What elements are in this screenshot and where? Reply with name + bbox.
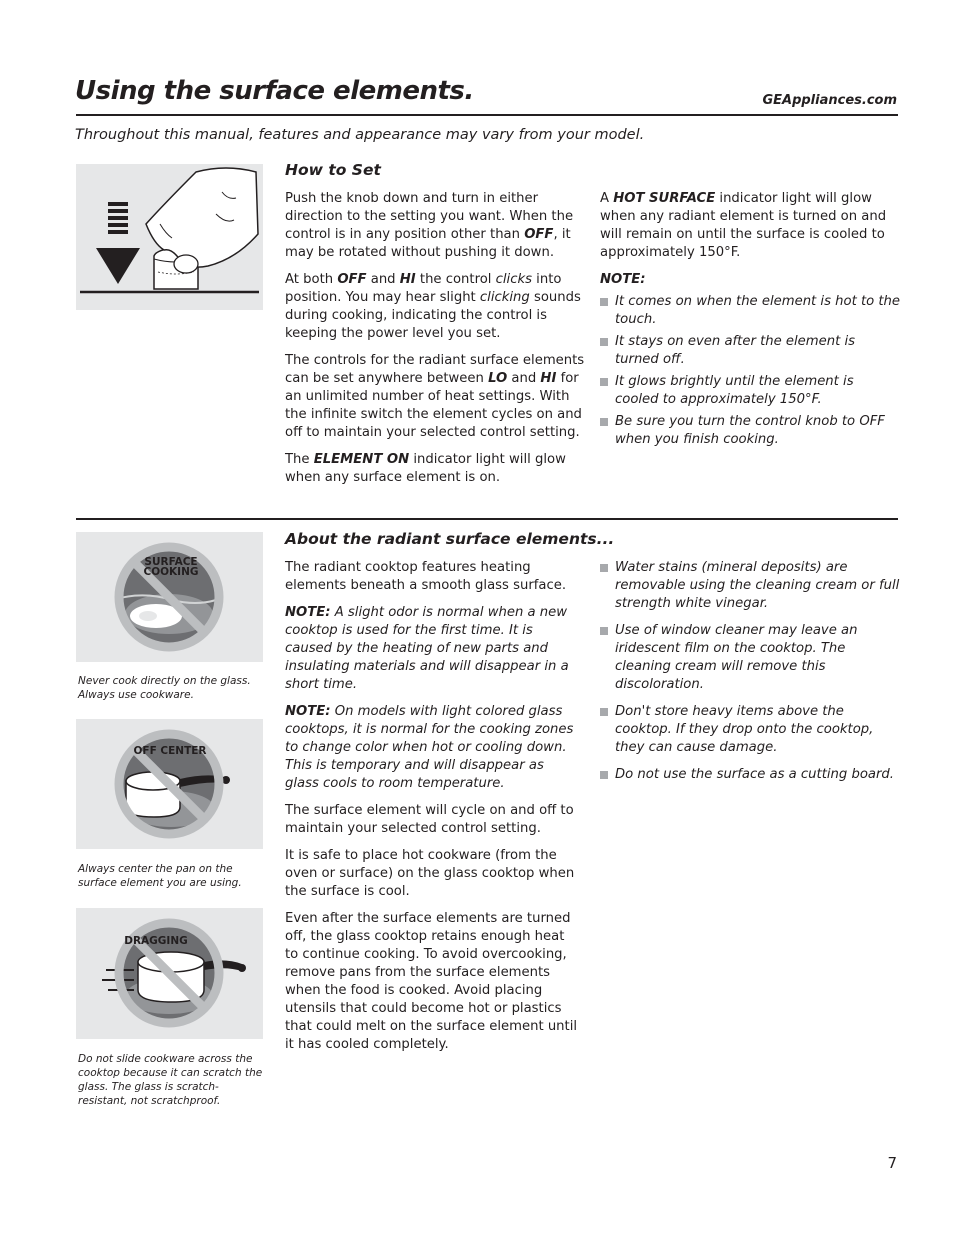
header-divider — [76, 114, 898, 116]
section-divider — [76, 518, 898, 520]
radiant-note-color: NOTE: On models with light colored glass cooktops, it is normal for the cooking zones to change color when hot or cooling down. This is temporary and will disappear as glass cools to room temperature. — [285, 704, 574, 791]
off-center-label: OFF CENTER — [133, 745, 207, 757]
list-item: It stays on even after the element is turned off. — [600, 333, 900, 369]
dragging-caption: Do not slide cookware across the cooktop because it can scratch the glass. The glass is scratch-resistant, not scratchproof. — [78, 1053, 263, 1107]
bullet-square-icon — [600, 771, 608, 779]
surface-label-line-2: COOKING — [143, 566, 199, 578]
hot-surface-paragraph: A HOT SURFACE indicator light will glow when any radiant element is turned on and will remain on until the surface is cooled to approximately 150°F. — [600, 191, 887, 260]
list-item: It comes on when the element is hot to the touch. — [600, 293, 900, 329]
off-center-caption: Always center the pan on the surface element you are using. — [78, 863, 242, 889]
how-to-set-paragraph-1: Push the knob down and turn in either direction to the setting you want. When the control is in any position other than OFF, it may be rotated without pushing it down. — [285, 191, 574, 260]
off-center-figure — [76, 719, 263, 849]
list-item: Don't store heavy items above the cooktop. If they drop onto the cooktop, they can cause damage. — [600, 703, 900, 757]
how-to-set-right-column — [600, 190, 900, 453]
page-title: Using the surface elements. — [75, 76, 474, 106]
bullet-square-icon — [600, 564, 608, 572]
radiant-paragraph-4: The surface element will cycle on and off to maintain your selected control setting. — [285, 803, 574, 836]
disclaimer: Throughout this manual, features and appearance may vary from your model. — [75, 127, 645, 143]
list-item: Water stains (mineral deposits) are removable using the cleaning cream or full strength white vinegar. — [600, 559, 900, 613]
radiant-note-odor: NOTE: A slight odor is normal when a new cooktop is used for the first time. It is caused by the heating of new parts and insulating materials and will disappear in a short time. — [285, 605, 569, 692]
radiant-left-column — [285, 559, 580, 1063]
bullet-square-icon — [600, 338, 608, 346]
hot-surface-notes — [600, 293, 900, 449]
radiant-care-list — [600, 559, 900, 784]
radiant-paragraph-6: Even after the surface elements are turned off, the glass cooktop retains enough heat to continue cooking. To avoid overcooking, remove pans from the surface elements when the food is cooked. Avoid placing utensils that could become hot or plastics that could melt on the surface element until it has cooled completely. — [285, 911, 578, 1052]
page-number: 7 — [887, 1154, 897, 1172]
list-item: Use of window cleaner may leave an iridescent film on the cooktop. The cleaning cream will remove this discoloration. — [600, 622, 900, 694]
radiant-paragraph-1: The radiant cooktop features heating elements beneath a smooth glass surface. — [285, 560, 567, 593]
how-to-set-heading: How to Set — [285, 161, 381, 179]
no-dragging-icon — [76, 908, 263, 1039]
radiant-paragraph-5: It is safe to place hot cookware (from the oven or surface) on the glass cooktop when the surface is cool. — [285, 848, 575, 899]
bullet-square-icon — [600, 298, 608, 306]
bullet-square-icon — [600, 708, 608, 716]
surface-label-line-1: SURFACE — [144, 556, 198, 568]
dragging-label: DRAGGING — [124, 935, 188, 947]
surface-cooking-caption: Never cook directly on the glass. Always use cookware. — [78, 675, 251, 701]
no-surface-cooking-icon — [76, 532, 263, 662]
radiant-elements-heading: About the radiant surface elements... — [285, 530, 615, 548]
list-item: Be sure you turn the control knob to OFF when you finish cooking. — [600, 413, 900, 449]
how-to-set-paragraph-2: At both OFF and HI the control clicks into position. You may hear slight clicking sounds during cooking, indicating the control is keeping the power level you set. — [285, 272, 581, 341]
site-url[interactable]: GEAppliances.com — [762, 93, 897, 108]
how-to-set-left-column — [285, 190, 585, 496]
knob-push-down-illustration — [76, 164, 263, 310]
list-item: Do not use the surface as a cutting board. — [600, 766, 900, 784]
knob-illustration — [76, 164, 263, 310]
how-to-set-paragraph-4: The ELEMENT ON indicator light will glow when any surface element is on. — [285, 452, 566, 485]
radiant-right-column — [600, 559, 900, 793]
dragging-figure — [76, 908, 263, 1039]
bullet-square-icon — [600, 418, 608, 426]
bullet-square-icon — [600, 627, 608, 635]
surface-cooking-figure — [76, 532, 263, 662]
how-to-set-paragraph-3: The controls for the radiant surface elements can be set anywhere between LO and HI for an unlimited number of heat settings. With the infinite switch the element cycles on and off to maintain your selected control setting. — [285, 353, 585, 440]
bullet-square-icon — [600, 378, 608, 386]
list-item: It glows brightly until the element is cooled to approximately 150°F. — [600, 373, 900, 409]
note-label: NOTE: — [600, 272, 646, 287]
no-off-center-icon — [76, 719, 263, 849]
